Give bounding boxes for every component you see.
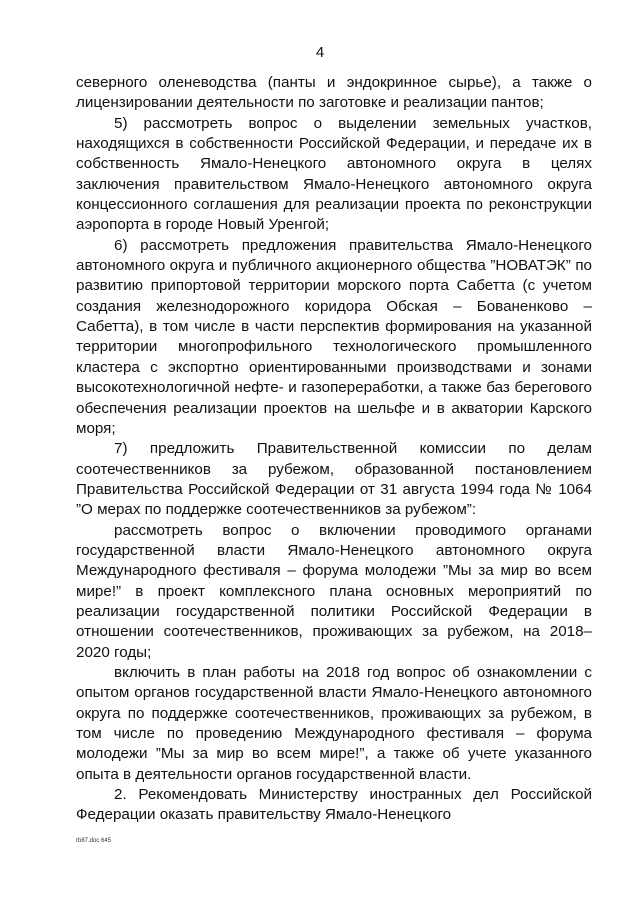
document-body [76,73,592,826]
paragraph-item-6: 6) рассмотреть предложения правительства Ямало-Ненецкого автономного округа и публичного акционерного общества ”НОВАТЭК” по развитию припортовой территории морского порта Сабетта (с учетом создания железнодорожного коридора Обская – Бованенково – Сабетта), в том числе в части перспектив формирования на указанной территории многопрофильного технологического промышленного кластера с экспортно ориентированными производствами и зонами высокотехнологичной нефте- и газопереработки, а также баз берегового обеспечения реализации проектов на шельфе и в акватории Карского моря; [76,236,592,437]
paragraph-subitem-include: включить в план работы на 2018 год вопрос об ознакомлении с опытом органов государственной власти Ямало-Ненецкого автономного округа по поддержке соотечественников, проживающих за рубежом, в том числе по проведению Международного фестиваля – форума молодежи ”Мы за мир во всем мире!”, а также об учете указанного опыта в деятельности органов государственной власти. [76,663,592,783]
paragraph-section-2: 2. Рекомендовать Министерству иностранных дел Российской Федерации оказать правительству Ямало-Ненецкого [76,786,592,824]
document-footer: rb87.doc 645 [76,838,112,844]
page-number: 4 [315,44,325,61]
paragraph-item-5: 5) рассмотреть вопрос о выделении земельных участков, находящихся в собственности Российской Федерации, и передаче их в собственность Ямало-Ненецкого автономного округа в целях заключения правительством Ямало-Ненецкого автономного округа концессионного соглашения для реализации проекта по реконструкции аэропорта в городе Новый Уренгой; [76,114,592,234]
paragraph-continuation: северного оленеводства (панты и эндокринное сырье), а также о лицензировании деятельности по заготовке и реализации пантов; [76,74,592,112]
paragraph-subitem-consider: рассмотреть вопрос о включении проводимого органами государственной власти Ямало-Ненецкого автономного округа Международного фестиваля – форума молодежи ”Мы за мир во всем мире!” в проект комплексного плана основных мероприятий по реализации государственной политики Российской Федерации в отношении соотечественников, проживающих за рубежом, на 2018–2020 годы; [76,521,592,661]
paragraph-item-7: 7) предложить Правительственной комиссии по делам соотечественников за рубежом, образованной постановлением Правительства Российской Федерации от 31 августа 1994 года № 1064 ”О мерах по поддержке соотечественников за рубежом”: [76,440,592,519]
